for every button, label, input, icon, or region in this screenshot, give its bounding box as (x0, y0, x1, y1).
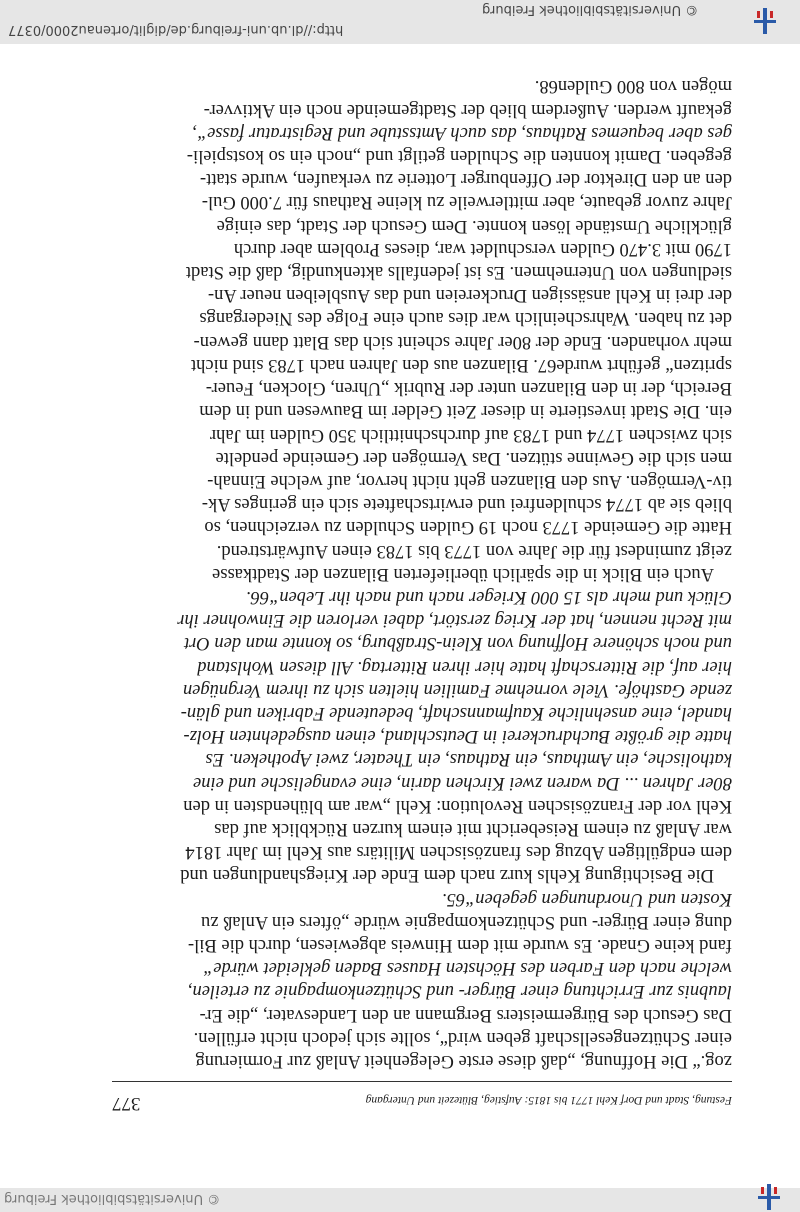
text-line-content: Das Gesuch des Bürgermeisters Bergmann an den Landesvater, „die Er- (199, 1004, 732, 1025)
text-line-content: den an den Direktor der Offenburger Lotterie zu verkaufen, wurde statt- (199, 169, 732, 190)
text-line (112, 121, 732, 144)
text-line-content: handel, eine ansehnliche Kaufmannschaft, bedeutende Fabriken und glän- (180, 702, 732, 723)
text-line (112, 306, 732, 329)
viewer-bottom-bar (0, 1188, 800, 1212)
text-line-content: der drei in Kehl ansässigen Druckereien und das Ausbleiben neuer An- (207, 285, 732, 306)
text-line (112, 794, 732, 817)
text-line-content: 80er Jahren ... Da waren zwei Kirchen darin, eine evangelische und eine (193, 772, 732, 793)
text-line-content: blieb sie ab 1774 schuldenfrei und erwirtschaftete sich ein geringes Ak- (201, 494, 732, 515)
text-line-content: war Anlaß zu einem Reisebericht mit einem kurzen Rückblick auf das (214, 818, 732, 839)
text-line-content: mehr vorhanden. Ende der 80er Jahre scheint sich das Blatt dann gewen- (193, 331, 732, 352)
text-line (112, 910, 732, 933)
text-line-content: zeigt zumindest für die Jahre von 1773 bis 1783 einen Aufwärtstrend. (216, 540, 732, 561)
text-line-content: Die Besichtigung Kehls kurz nach dem Ende der Kriegshandlungen und (180, 865, 714, 886)
text-line-content: dem endgültigen Abzug des französischen Militärs aus Kehl im Jahr 1814 (185, 842, 732, 863)
text-line (112, 886, 732, 909)
viewer-top-bar (0, 0, 800, 44)
text-line (112, 654, 732, 677)
text-line (112, 260, 732, 283)
text-line (112, 956, 732, 979)
text-line-content: Kehl vor der Französischen Revolution: Kehl „war am blühendsten in den (183, 795, 732, 816)
text-line-content: siedlungen von Unternehmen. Es ist jedenfalls aktenkundig, daß die Stadt (185, 262, 732, 283)
text-line-content: 1790 mit 3.470 Gulden verschuldet war, dieses Problem aber durch (233, 238, 732, 259)
ub-logo-icon (754, 8, 776, 34)
text-line-content: sich zwischen 1774 und 1783 auf durchschnittlich 350 Gulden im Jahr (209, 424, 732, 445)
text-line-content: men sich die Gewinne stützen. Das Vermögen der Gemeinde pendelte (215, 447, 732, 468)
text-line-content: und noch schönere Hoffnung von Klein-Straßburg, so konnte man den Ort (184, 633, 732, 654)
text-line (112, 585, 732, 608)
text-line (112, 538, 732, 561)
text-line-content: gekauft werden. Außerdem blieb der Stadtgemeinde noch ein Aktivver- (203, 99, 732, 120)
text-line (112, 167, 732, 190)
text-line (112, 933, 732, 956)
text-line-content: fand keine Gnade. Es wurde mit dem Hinweis abgewiesen, durch die Bil- (187, 934, 732, 955)
text-line-content: Auch ein Blick in die spärlich überlieferten Bilanzen der Stadtkasse (212, 563, 714, 584)
text-line-content: mit Recht nennen, hat der Krieg zerstört, dabei verloren die Einwohner ihr (177, 610, 732, 631)
text-line-content: Hatte die Gemeinde 1773 noch 19 Gulden Schulden zu verzeichnen, so (204, 517, 732, 538)
text-line (112, 724, 732, 747)
text-line (112, 330, 732, 353)
library-credit-top: © Universitätsbibliothek Freiburg (482, 2, 699, 17)
text-line-content: welche nach den Farben des Höchsten Hauses Baden gekleidet würde“ (202, 958, 732, 979)
text-line-content: hier auf, die Ritterschaft hatte hier ihren Rittertag. All diesen Wohlstand (197, 656, 732, 677)
text-line (112, 747, 732, 770)
text-line (112, 446, 732, 469)
page-url[interactable]: http://dl.ub.uni-freiburg.de/diglit/ortenau2000/0377 (8, 22, 344, 37)
text-line-content: Bereich, der in den Bilanzen unter der Rubrik „Uhren, Glocken, Feuer- (205, 378, 732, 399)
text-line (112, 213, 732, 236)
text-line-content: dung einer Bürger- und Schützenkompagnie würde „öfters ein Anlaß zu (200, 911, 732, 932)
text-line (112, 1049, 732, 1072)
text-line-content: hatte die größte Buchdruckerei in Deutschland, einen ausgedehnten Holz- (183, 726, 732, 747)
text-line-content: Jahre zuvor gebaute, aber mittlerweile zu kleine Rathaus für 7.000 Gul- (201, 192, 732, 213)
text-line-content: mögen von 800 Gulden68. (534, 76, 732, 97)
text-line-content: zende Gasthöfe. Viele vornehme Familien hielten sich zu ihrem Vergnügen (182, 679, 732, 700)
text-line (112, 97, 732, 120)
text-line (112, 817, 732, 840)
text-line (112, 701, 732, 724)
text-line (112, 144, 732, 167)
book-page (100, 44, 740, 1188)
text-line (112, 422, 732, 445)
text-line-content: glückliche Umstände lösen konnte. Dem Gesuch der Stadt, das einige (216, 215, 732, 236)
text-line (112, 979, 732, 1002)
text-line-content: Glück und mehr als 15 000 Krieger nach und nach ihr Leben“66. (245, 586, 732, 607)
text-line (112, 1026, 732, 1049)
page-number: 377 (112, 1093, 141, 1114)
library-credit-bottom: © Universitätsbibliothek Freiburg (4, 1191, 221, 1206)
text-line-content: det zu haben. Wahrscheinlich war dies auch eine Folge des Niedergangs (199, 308, 732, 329)
text-line (112, 1002, 732, 1025)
text-line (112, 283, 732, 306)
text-line (112, 863, 732, 886)
text-line (112, 376, 732, 399)
text-line-content: katholische, ein Amthaus, ein Rathaus, ein Theater, zwei Apotheken. Es (205, 749, 732, 770)
text-line-content: ein. Die Stadt investierte in dieser Zeit Gelder im Bauwesen und in dem (199, 401, 732, 422)
text-line-content: spritzen“ geführt wurde67. Bilanzen aus den Jahren nach 1783 sind nicht (191, 354, 732, 375)
text-line-content: zog.“ Die Hoffnung, „daß diese erste Gelegenheit Anlaß zur Formierung (195, 1051, 732, 1071)
text-line-content: ges aber bequemes Rathaus, das auch Amtsstube und Registratur fasse“, (192, 122, 732, 143)
ub-logo-icon-bottom (758, 1184, 780, 1210)
text-line (112, 399, 732, 422)
text-line-content: einer Schützengesellschaft geben wird“, sollte sich jedoch nicht erfüllen. (193, 1027, 732, 1048)
text-line (112, 840, 732, 863)
text-line (112, 190, 732, 213)
text-line (112, 469, 732, 492)
text-line (112, 608, 732, 631)
text-line (112, 770, 732, 793)
text-line-content: laubnis zur Errichtung einer Bürger- und Schützenkompagnie zu erteilen, (187, 981, 732, 1002)
text-line (112, 562, 732, 585)
text-line-content: Kosten und Unordnungen gegeben“65. (441, 888, 732, 909)
text-line (112, 74, 732, 97)
page-header (112, 1081, 732, 1118)
text-line-content: gegeben. Damit konnten die Schulden getilgt und „noch ein so kostspieli- (186, 146, 732, 167)
text-line (112, 237, 732, 260)
text-line (112, 353, 732, 376)
text-line (112, 631, 732, 654)
running-head: Festung, Stadt und Dorf Kehl 1771 bis 1815: Aufstieg, Blütezeit und Untergang (365, 1094, 732, 1106)
body-text (112, 74, 732, 1072)
text-line-content: tiv-Vermögen. Aus den Bilanzen geht nicht hervor, auf welche Einnah- (207, 470, 732, 491)
text-line (112, 515, 732, 538)
text-line (112, 678, 732, 701)
text-line (112, 492, 732, 515)
